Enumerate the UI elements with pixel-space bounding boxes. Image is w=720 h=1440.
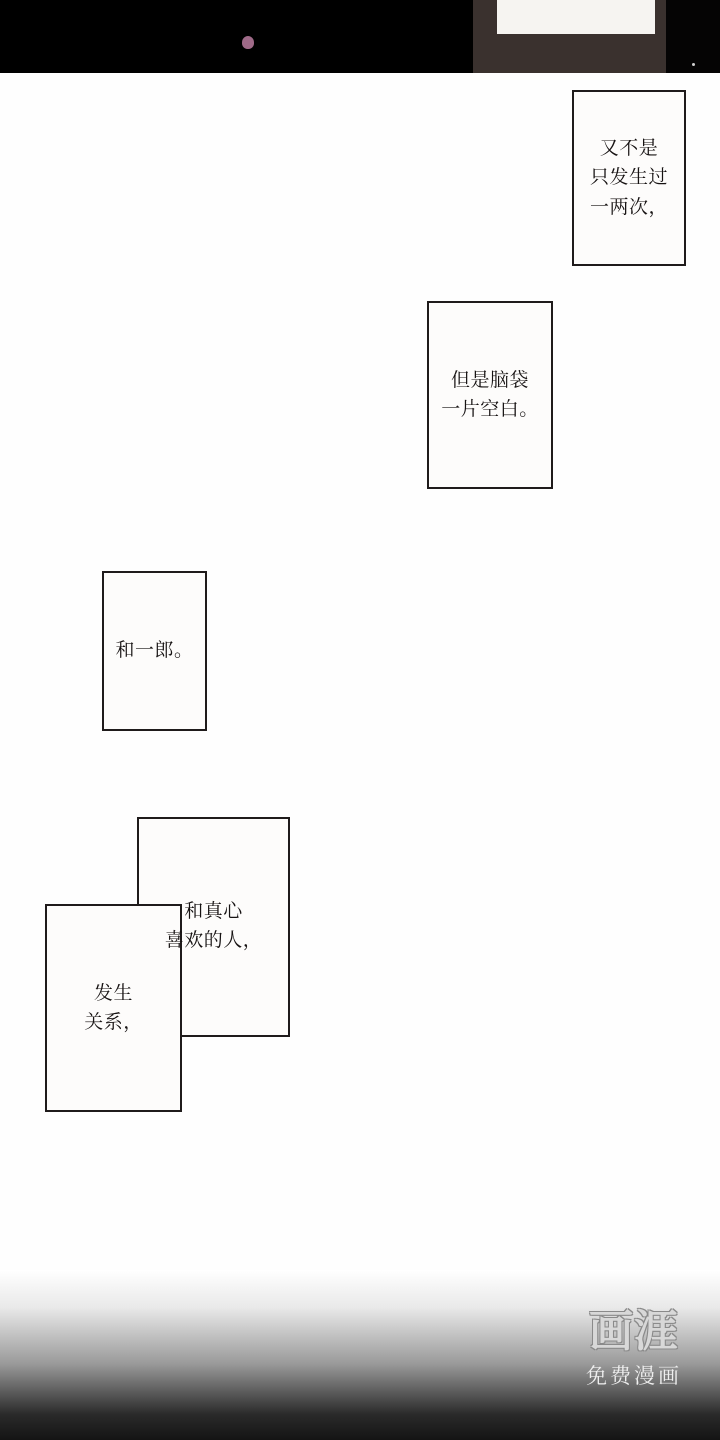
dialogue-box-3: 和一郎。 xyxy=(102,571,207,731)
small-dot-icon xyxy=(692,63,695,66)
panel-window-light xyxy=(497,0,655,34)
watermark-logo: 画涯 xyxy=(589,1307,679,1356)
comic-page-background xyxy=(0,73,720,1440)
dialogue-text-upper: 和真心 喜欢的人， xyxy=(164,901,263,952)
comic-panel-top-dark xyxy=(0,0,720,73)
dialogue-box-group-stepped xyxy=(45,817,290,1112)
watermark-subtitle: 免费漫画 xyxy=(586,1365,682,1388)
accent-dot-icon xyxy=(242,36,254,49)
dialogue-box-2: 但是脑袋 一片空白。 xyxy=(427,301,553,489)
dialogue-box-1: 又不是 只发生过 一两次， xyxy=(572,90,686,266)
dialogue-text-lower: 发生 关系， xyxy=(84,983,143,1034)
watermark xyxy=(566,1307,702,1410)
